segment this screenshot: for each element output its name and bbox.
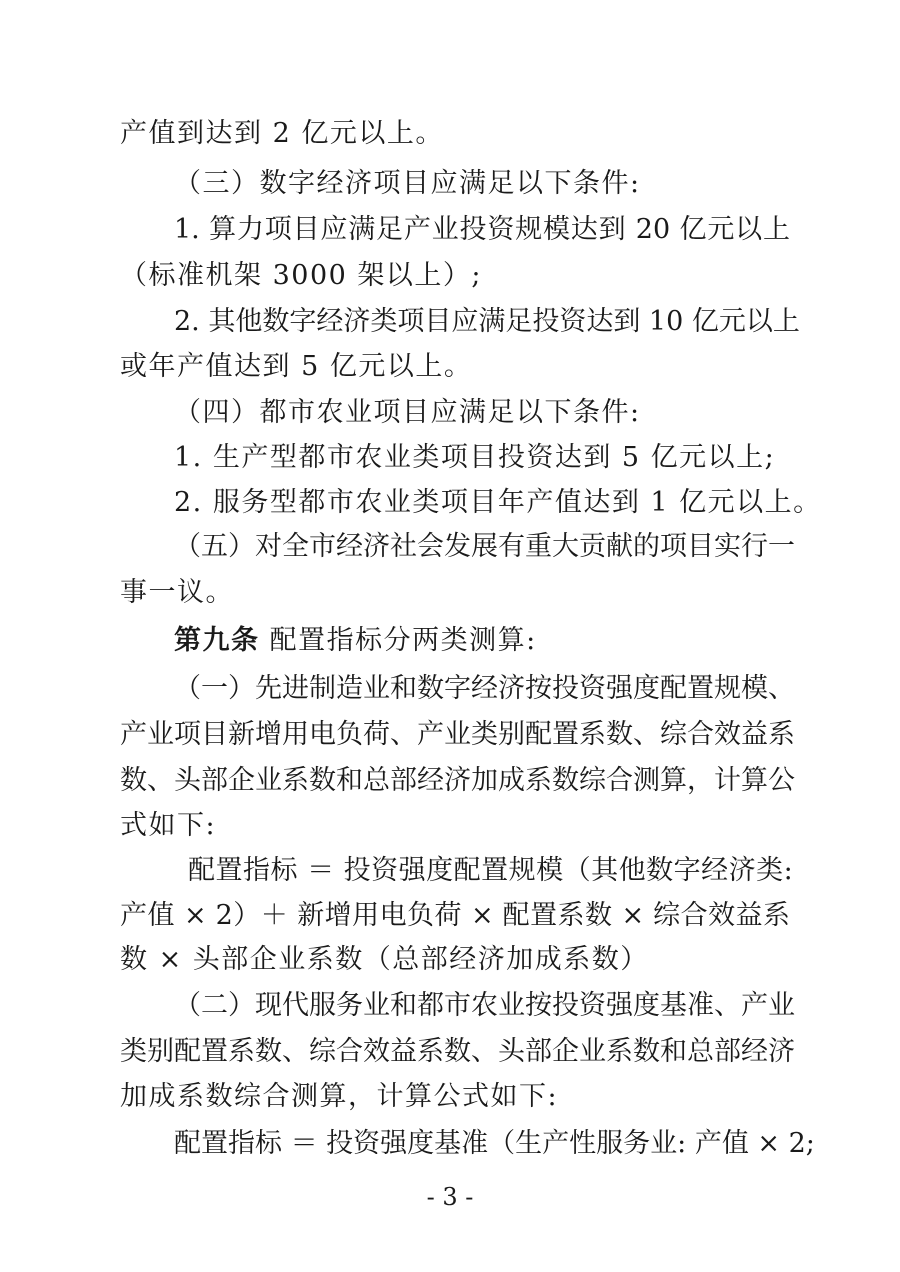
formula-line: 配置指标 ＝ 投资强度基准（生产性服务业: 产值 × 2;	[174, 1128, 815, 1159]
text-line: 类别配置系数、综合效益系数、头部企业系数和总部经济	[120, 1036, 795, 1067]
section-heading: （三）数字经济项目应满足以下条件:	[174, 168, 641, 199]
text-line: （标准机架 3000 架以上）;	[120, 260, 482, 291]
text-line: 事一议。	[120, 577, 234, 608]
article-line	[174, 625, 790, 657]
text-line: 产业项目新增用电负荷、产业类别配置系数、综合效益系	[120, 719, 795, 750]
formula-line: 产值 × 2）＋ 新增用电负荷 × 配置系数 × 综合效益系	[120, 900, 790, 931]
page-number: - 3 -	[426, 1183, 474, 1211]
formula-line: 数 × 头部企业系数（总部经济加成系数）	[120, 944, 649, 975]
text-line: 或年产值达到 5 亿元以上。	[120, 351, 473, 382]
article-label: 第九条	[174, 625, 260, 656]
text-line: 1. 算力项目应满足产业投资规模达到 20 亿元以上	[174, 214, 790, 245]
text-line: 2. 服务型都市农业类项目年产值达到 1 亿元以上。	[174, 487, 822, 518]
text-line: 数、头部企业系数和总部经济加成系数综合测算，计算公	[120, 765, 795, 796]
article-text: 配置指标分两类测算:	[269, 625, 537, 656]
text-line: 式如下:	[120, 810, 217, 841]
text-line: 2. 其他数字经济类项目应满足投资达到 10 亿元以上	[174, 306, 800, 337]
text-line: （五）对全市经济社会发展有重大贡献的项目实行一	[174, 531, 795, 562]
text-line: 产值到达到 2 亿元以上。	[120, 118, 444, 149]
formula-line: 配置指标 ＝ 投资强度配置规模（其他数字经济类:	[188, 855, 794, 886]
section-heading: （四）都市农业项目应满足以下条件:	[174, 397, 641, 428]
text-line: 加成系数综合测算，计算公式如下:	[120, 1081, 559, 1112]
text-line: （二）现代服务业和都市农业按投资强度基准、产业	[174, 990, 795, 1021]
text-line: 1. 生产型都市农业类项目投资达到 5 亿元以上;	[174, 442, 776, 473]
text-line: （一）先进制造业和数字经济按投资强度配置规模、	[174, 673, 795, 704]
